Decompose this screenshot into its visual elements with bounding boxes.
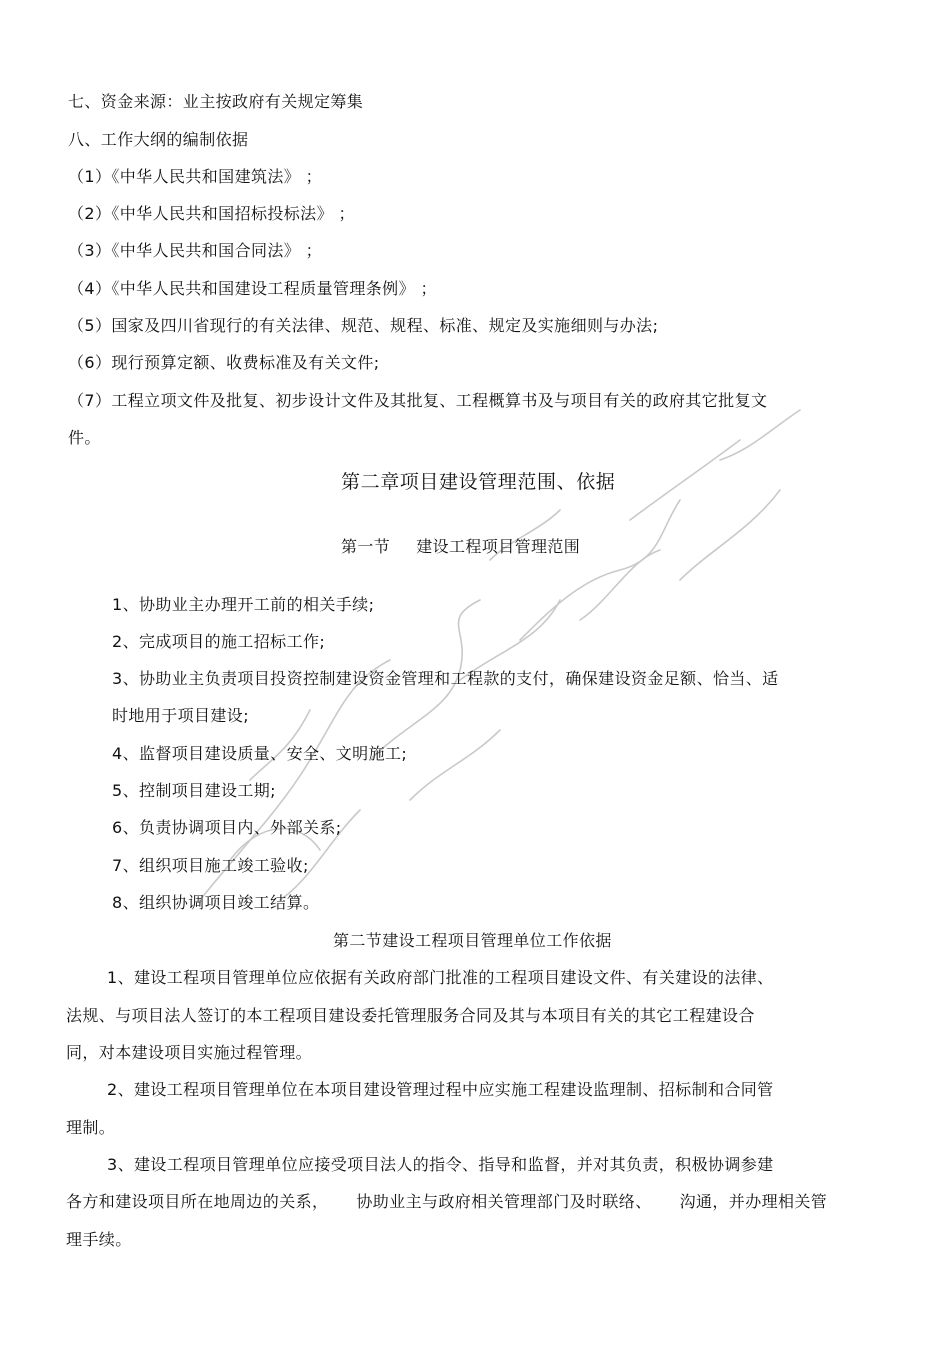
basis-item-6: （6）现行预算定额、收费标准及有关文件; [68,353,380,372]
basis-item-5: （5）国家及四川省现行的有关法律、规范、规程、标准、规定及实施细则与办法; [68,316,659,335]
basis-paragraph-2: 2、建设工程项目管理单位在本项目建设管理过程中应实施工程建设监理制、招标制和合同管 [107,1080,774,1099]
scope-item-3-continued: 时地用于项目建设; [112,706,249,725]
funding-source-line: 七、资金来源：业主按政府有关规定筹集 [68,92,364,111]
basis-paragraph-2-line-2: 理制。 [66,1118,116,1137]
basis-item-7-continued: 件。 [68,428,101,447]
section-2-heading: 第二节建设工程项目管理单位工作依据 [333,931,612,950]
basis-item-2: （2）《中华人民共和国招标投标法》 ； [68,204,355,223]
basis-paragraph-1-line-3: 同，对本建设项目实施过程管理。 [66,1043,313,1062]
basis-paragraph-3-segment-3: 沟通，并办理相关管 [679,1192,828,1211]
section-1-number: 第一节 [341,537,391,556]
scope-item-7: 7、组织项目施工竣工验收; [112,856,309,875]
basis-paragraph-1-line-2: 法规、与项目法人签订的本工程项目建设委托管理服务合同及其与本项目有关的其它工程建设合 [66,1006,755,1025]
scope-item-8: 8、组织协调项目竣工结算。 [112,893,320,912]
section-1-title: 建设工程项目管理范围 [416,537,581,556]
basis-paragraph-3-segment-1: 各方和建设项目所在地周边的关系， [66,1192,329,1211]
outline-basis-heading: 八、工作大纲的编制依据 [68,130,249,149]
basis-paragraph-3-line-2 [66,1192,827,1212]
scope-item-6: 6、负责协调项目内、外部关系; [112,818,342,837]
scope-item-2: 2、完成项目的施工招标工作; [112,632,326,651]
scope-item-3: 3、协助业主负责项目投资控制建设资金管理和工程款的支付，确保建设资金足额、恰当、适 [112,669,779,688]
scope-item-1: 1、协助业主办理开工前的相关手续; [112,595,375,614]
basis-paragraph-3-segment-2: 协助业主与政府相关管理部门及时联络、 [356,1192,652,1211]
basis-paragraph-3: 3、建设工程项目管理单位应接受项目法人的指令、指导和监督，并对其负责，积极协调参建 [107,1155,774,1174]
basis-item-1: （1）《中华人民共和国建筑法》 ； [68,167,323,186]
basis-item-3: （3）《中华人民共和国合同法》 ； [68,241,323,260]
basis-item-4: （4）《中华人民共和国建设工程质量管理条例》 ； [68,279,437,298]
basis-paragraph-3-line-3: 理手续。 [66,1230,132,1249]
scope-item-4: 4、监督项目建设质量、安全、文明施工; [112,744,408,763]
basis-item-7: （7）工程立项文件及批复、初步设计文件及其批复、工程概算书及与项目有关的政府其它批复文 [68,391,768,410]
section-1-heading [341,537,580,557]
scope-item-5: 5、控制项目建设工期; [112,781,276,800]
basis-paragraph-1: 1、建设工程项目管理单位应依据有关政府部门批准的工程项目建设文件、有关建设的法律、 [107,968,774,987]
chapter-title: 第二章项目建设管理范围、依据 [341,471,616,493]
